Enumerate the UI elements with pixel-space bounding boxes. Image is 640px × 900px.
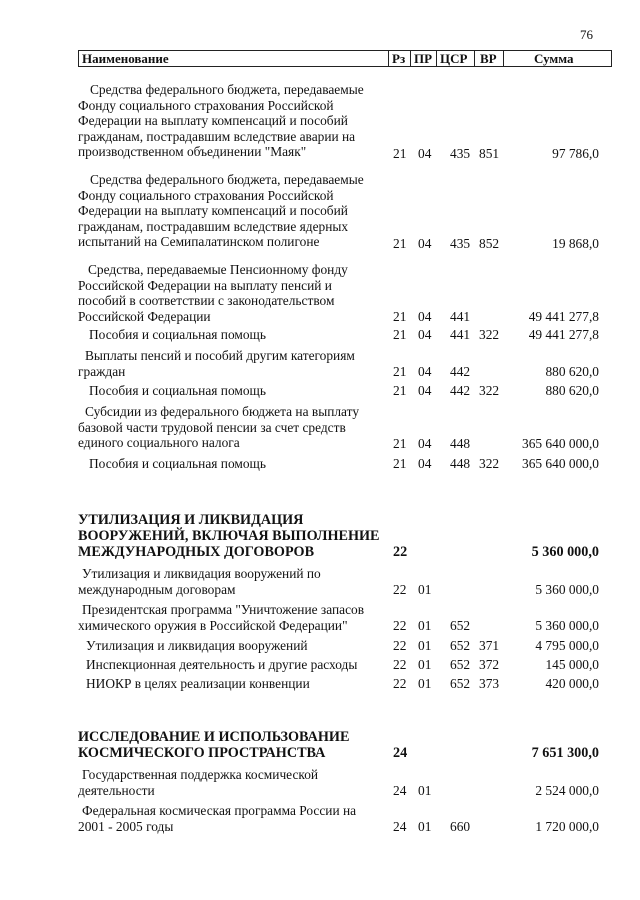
row-rz: 22	[393, 676, 407, 691]
row-sum: 145 000,0	[545, 657, 599, 672]
row-name: Субсидии из федерального бюджета на выплату базовой части трудовой пенсии за счет средств единого социального налога	[78, 404, 360, 451]
row-rz: 24	[393, 745, 408, 761]
row-pr: 04	[418, 236, 432, 251]
row-pr: 01	[418, 618, 432, 633]
row-csr: 448	[450, 436, 471, 451]
row-rz: 22	[393, 618, 407, 633]
row-rz: 22	[393, 638, 407, 653]
row-name: Пособия и социальная помощь	[89, 327, 266, 342]
header-divider	[474, 51, 475, 66]
header-divider	[388, 51, 389, 66]
row-pr: 04	[418, 456, 432, 471]
row-rz: 24	[393, 783, 407, 798]
row-name: Средства, передаваемые Пенсионному фонду Российской Федерации на выплату пенсий и пособий в соответствии с законодательством Российской Федерации	[78, 262, 348, 324]
row-name: Президентская программа "Уничтожение запасов химического оружия в Российской Федерации"	[78, 602, 365, 633]
header-sum: Сумма	[534, 51, 574, 66]
row-name: Государственная поддержка космической деятельности	[78, 767, 319, 798]
row-csr: 660	[450, 819, 471, 834]
row-csr: 435	[450, 146, 471, 161]
row-sum: 5 360 000,0	[531, 544, 599, 560]
row-sum: 880 620,0	[545, 364, 599, 379]
row-name: Средства федерального бюджета, передаваемые Фонду социального страхования Российской Федерации на выплату компенсаций и пособий гражданам, пострадавшим вследствие ядерных испытаний на Семипалатинском полигоне	[78, 172, 364, 250]
row-vr: 322	[479, 383, 500, 398]
row-sum: 2 524 000,0	[535, 783, 599, 798]
row-pr: 01	[418, 582, 432, 597]
row-pr: 04	[418, 383, 432, 398]
row-csr: 448	[450, 456, 471, 471]
row-pr: 01	[418, 638, 432, 653]
row-name: Утилизация и ликвидация вооружений	[86, 638, 308, 653]
page-number: 76	[580, 27, 593, 42]
row-rz: 21	[393, 456, 407, 471]
row-rz: 21	[393, 146, 407, 161]
row-rz: 21	[393, 309, 407, 324]
row-sum: 420 000,0	[545, 676, 599, 691]
row-rz: 21	[393, 327, 407, 342]
row-rz: 22	[393, 582, 407, 597]
header-divider	[503, 51, 504, 66]
table-header	[78, 50, 612, 67]
row-csr: 652	[450, 618, 471, 633]
row-name: Средства федерального бюджета, передаваемые Фонду социального страхования Российской Федерации на выплату компенсаций и пособий гражданам, пострадавшим вследствие аварии на производственном объединении "Маяк"	[78, 82, 364, 160]
row-sum: 19 868,0	[552, 236, 599, 251]
row-rz: 21	[393, 383, 407, 398]
row-csr: 435	[450, 236, 471, 251]
header-pr: ПР	[414, 51, 433, 66]
row-vr: 372	[479, 657, 500, 672]
row-sum: 97 786,0	[552, 146, 599, 161]
row-pr: 04	[418, 146, 432, 161]
row-rz: 22	[393, 657, 407, 672]
row-rz: 24	[393, 819, 407, 834]
row-sum: 4 795 000,0	[535, 638, 599, 653]
row-pr: 01	[418, 819, 432, 834]
row-name: Пособия и социальная помощь	[89, 456, 266, 471]
row-vr: 373	[479, 676, 500, 691]
row-sum: 7 651 300,0	[531, 745, 599, 761]
row-sum: 5 360 000,0	[535, 582, 599, 597]
row-pr: 01	[418, 676, 432, 691]
row-name: Выплаты пенсий и пособий другим категориям граждан	[78, 348, 355, 379]
row-csr: 442	[450, 364, 471, 379]
row-vr: 322	[479, 327, 500, 342]
row-csr: 441	[450, 309, 471, 324]
header-csr: ЦСР	[440, 51, 468, 66]
row-pr: 04	[418, 436, 432, 451]
row-sum: 5 360 000,0	[535, 618, 599, 633]
row-sum: 49 441 277,8	[528, 309, 599, 324]
row-csr: 652	[450, 676, 471, 691]
row-pr: 04	[418, 364, 432, 379]
row-name: Инспекционная деятельность и другие расходы	[86, 657, 358, 672]
header-rz: Рз	[392, 51, 406, 66]
header-vr: ВР	[480, 51, 497, 66]
row-rz: 21	[393, 364, 407, 379]
row-pr: 04	[418, 327, 432, 342]
row-name: Пособия и социальная помощь	[89, 383, 266, 398]
row-sum: 880 620,0	[545, 383, 599, 398]
row-vr: 852	[479, 236, 500, 251]
row-name: Утилизация и ликвидация вооружений по международным договорам	[78, 566, 321, 597]
row-rz: 21	[393, 436, 407, 451]
row-sum: 365 640 000,0	[522, 436, 599, 451]
section-heading: УТИЛИЗАЦИЯ И ЛИКВИДАЦИЯ ВООРУЖЕНИЙ, ВКЛЮЧАЯ ВЫПОЛНЕНИЕ МЕЖДУНАРОДНЫХ ДОГОВОРОВ	[78, 512, 380, 560]
row-sum: 1 720 000,0	[535, 819, 599, 834]
row-vr: 371	[479, 638, 500, 653]
row-rz: 22	[393, 544, 408, 560]
header-name: Наименование	[82, 51, 169, 66]
row-pr: 01	[418, 657, 432, 672]
row-sum: 49 441 277,8	[528, 327, 599, 342]
header-divider	[436, 51, 437, 66]
row-pr: 01	[418, 783, 432, 798]
row-name: НИОКР в целях реализации конвенции	[86, 676, 310, 691]
row-pr: 04	[418, 309, 432, 324]
row-name: Федеральная космическая программа России на 2001 - 2005 годы	[78, 803, 357, 834]
section-heading: ИССЛЕДОВАНИЕ И ИСПОЛЬЗОВАНИЕ КОСМИЧЕСКОГО ПРОСТРАНСТВА	[78, 729, 350, 761]
row-vr: 851	[479, 146, 500, 161]
row-sum: 365 640 000,0	[522, 456, 599, 471]
row-csr: 442	[450, 383, 471, 398]
row-csr: 441	[450, 327, 471, 342]
row-csr: 652	[450, 657, 471, 672]
row-vr: 322	[479, 456, 500, 471]
row-csr: 652	[450, 638, 471, 653]
row-rz: 21	[393, 236, 407, 251]
header-divider	[410, 51, 411, 66]
